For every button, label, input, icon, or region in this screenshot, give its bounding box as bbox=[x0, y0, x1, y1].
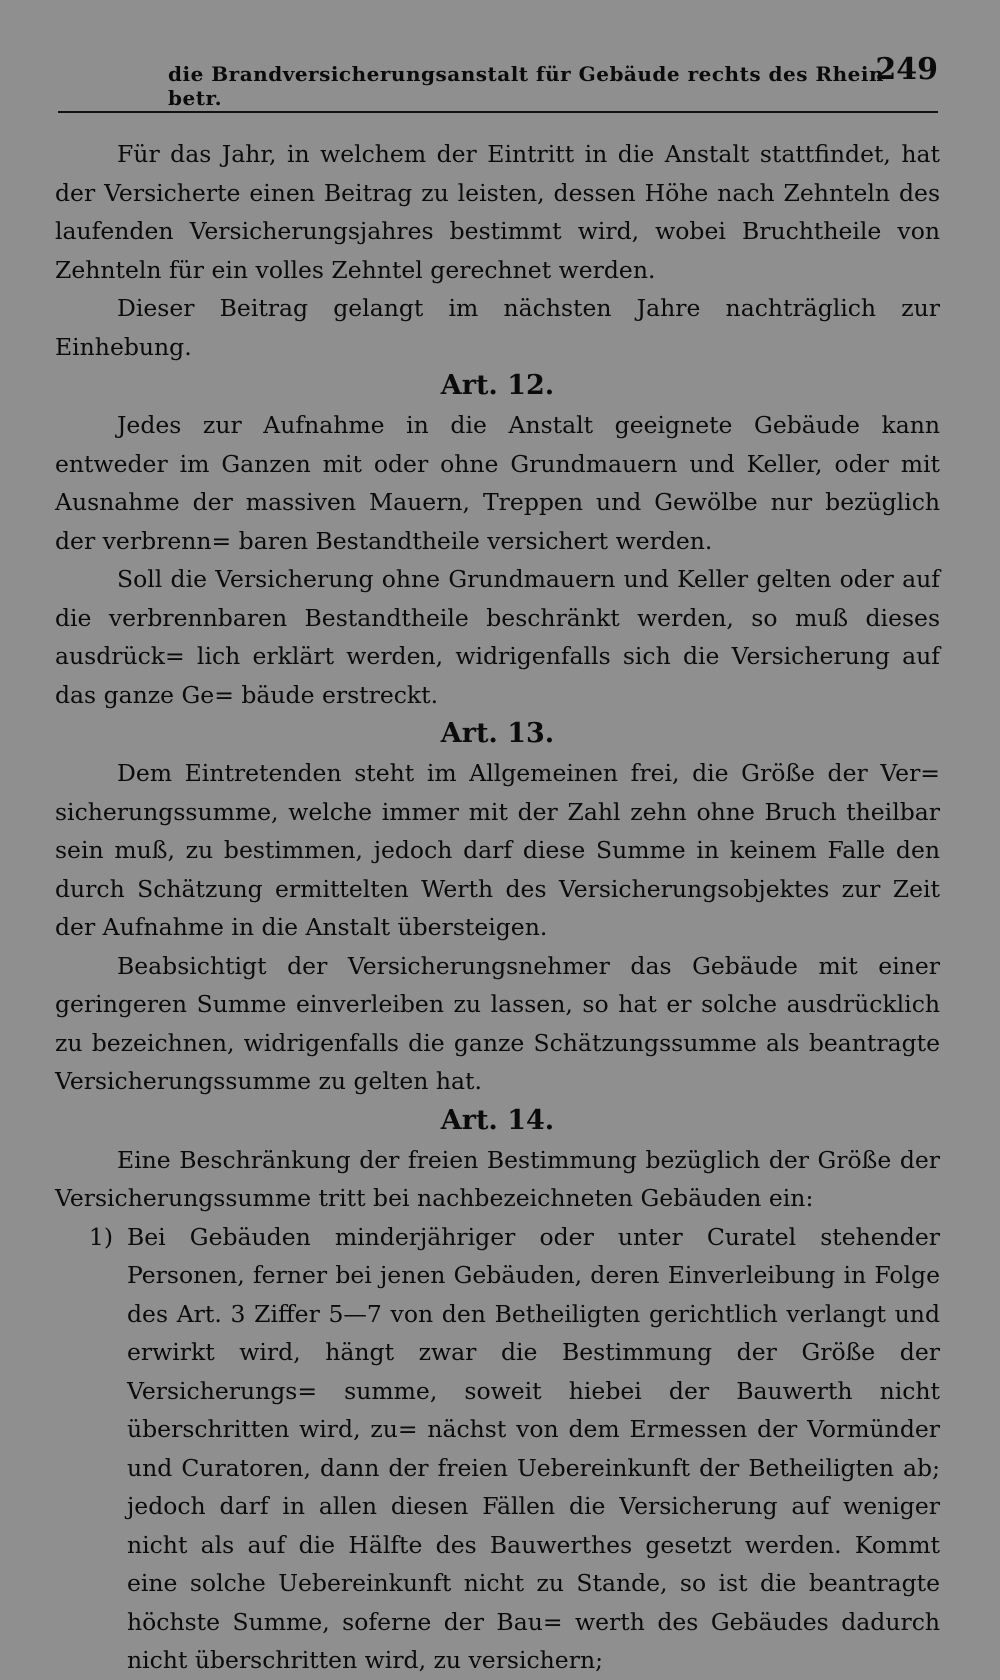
page-header bbox=[58, 52, 938, 110]
enumerated-item bbox=[55, 1218, 940, 1680]
paragraph: Beabsichtigt der Versicherungsnehmer das Gebäude mit einer geringeren Summe einverleiben zu lassen, so hat er solche ausdrücklich zu bezeichnen, widrigenfalls die ganze Schätzungssumme als beantragte Versicherungssumme zu gelten hat. bbox=[55, 951, 940, 1095]
running-head: die Brandversicherungsanstalt für Gebäude rechts des Rhein betr. bbox=[168, 62, 885, 110]
article-heading: Art. 13. bbox=[440, 718, 555, 749]
paragraph: Dieser Beitrag gelangt im nächsten Jahre nachträglich zur Einhebung. bbox=[55, 294, 940, 361]
article-heading: Art. 14. bbox=[440, 1104, 555, 1136]
paragraph: Soll die Versicherung ohne Grundmauern und Keller gelten oder auf die verbrennbaren Bestandtheile beschränkt werden, so muß dieses ausdrück= lich erklärt werden, widrigenfalls sich die Versicherung auf das ganze Ge= bäude erstreckt. bbox=[55, 565, 940, 709]
paragraph: Dem Eintretenden steht im Allgemeinen frei, die Größe der Ver= sicherungssumme, welche immer mit der Zahl zehn ohne Bruch theilbar sein muß, zu bestimmen, jedoch darf diese Summe in keinem Falle den durch Schätzung ermittelten Werth des Versicherungsobjektes zur Zeit der Aufnahme in die Anstalt übersteigen. bbox=[55, 759, 940, 941]
header-rule bbox=[58, 111, 938, 113]
paragraph: Eine Beschränkung der freien Bestimmung bezüglich der Größe der Versicherungssumme tritt bei nachbezeichneten Gebäuden ein: bbox=[55, 1145, 940, 1212]
item-number: 1) bbox=[88, 1222, 113, 1251]
item-text: Bei Gebäuden minderjähriger oder unter Curatel stehender Personen, ferner bei jenen Gebäuden, deren Einverleibung in Folge des Art. 3 Ziffer 5—7 von den Betheiligten gerichtlich verlangt und erwirkt wird, hängt zwar die Bestimmung der Größe der Versicherungs= summe, soweit hiebei der Bauwerth nicht überschritten wird, zu= nächst von dem Ermessen der Vormünder und Curatoren, dann der freien Uebereinkunft der Betheiligten ab; jedoch darf in allen diesen Fällen die Versicherung auf weniger nicht als auf die Hälfte des Bauwerthes gesetzt werden. Kommt eine solche Uebereinkunft nicht zu Stande, so ist die beantragte höchste Summe, soferne der Bau= werth des Gebäudes dadurch nicht überschritten wird, zu versichern; bbox=[127, 1222, 940, 1674]
paragraph: Jedes zur Aufnahme in die Anstalt geeignete Gebäude kann entweder im Ganzen mit oder ohne Grundmauern und Keller, oder mit Ausnahme der massiven Mauern, Treppen und Gewölbe nur bezüglich der verbrenn= baren Bestandtheile versichert werden. bbox=[55, 411, 940, 555]
paragraph: Für das Jahr, in welchem der Eintritt in die Anstalt stattfindet, hat der Versicherte einen Beitrag zu leisten, dessen Höhe nach Zehnteln des laufenden Versicherungsjahres bestimmt wird, wobei Bruchtheile von Zehnteln für ein volles Zehntel gerechnet werden. bbox=[55, 140, 940, 284]
article-heading: Art. 12. bbox=[440, 370, 555, 401]
page-number: 249 bbox=[875, 52, 938, 87]
page-body bbox=[55, 135, 940, 1680]
